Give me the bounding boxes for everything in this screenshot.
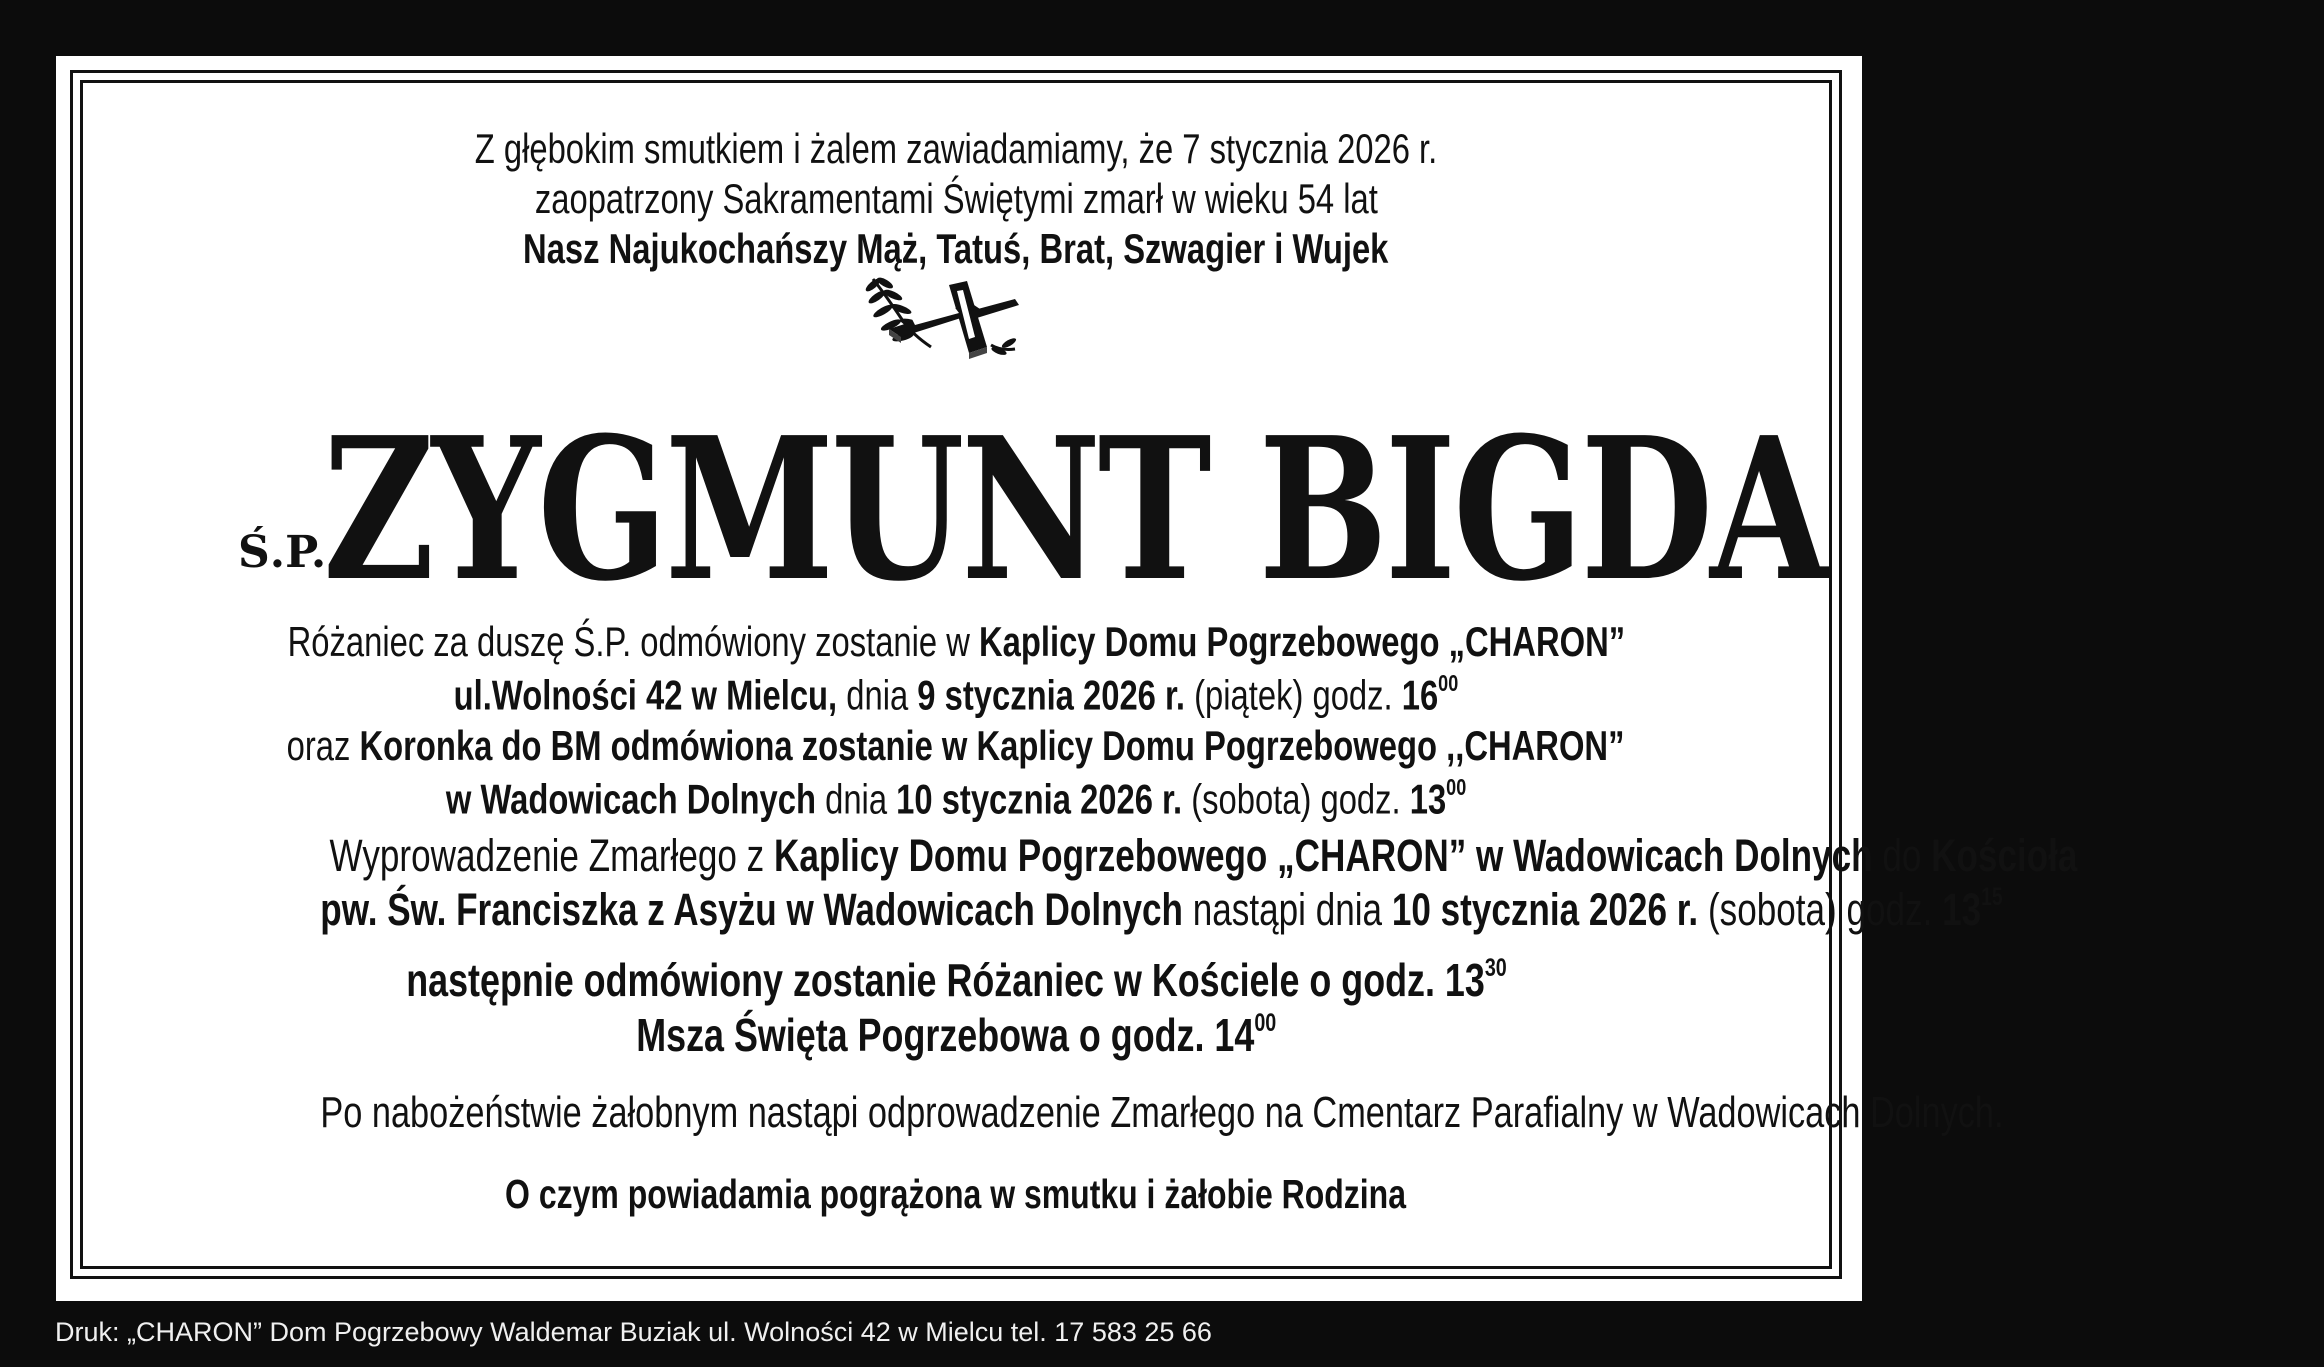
- notice-content: [83, 83, 2078, 1266]
- intro-line-2: zaopatrzony Sakramentami Świętymi zmarł w wieku 54 lat: [534, 175, 1378, 222]
- service-line-2: Msza Święta Pogrzebowa o godz. $14^{00}$: [635, 1008, 1277, 1061]
- cross-with-palm-branch-icon: [859, 273, 1031, 363]
- procession-line-1: Wyprowadzenie Zmarłego z Kaplicy Domu Pogrzebowego „CHARON” w Wadowicach Dolnych do Kościoła: [329, 830, 2078, 881]
- intro-line-1: Z głębokim smutkiem i żalem zawiadamiamy, że 7 stycznia 2026 r.: [474, 125, 1438, 172]
- deceased-name-row: [83, 395, 1829, 625]
- chaplet-line-2: w Wadowicach Dolnych dnia 10 stycznia 2026 r. (sobota) godz. $13^{00}$: [445, 774, 1467, 823]
- service-line-1: następnie odmówiony zostanie Różaniec w Kościele o godz. $13^{30}$: [405, 953, 1507, 1006]
- name-prefix: Ś.P.: [238, 527, 327, 578]
- rosary-line-2: ul.Wolności 42 w Mielcu, dnia 9 stycznia 2026 r. (piątek) godz. $16^{00}$: [453, 670, 1459, 719]
- intro-line-3: Nasz Najukochańszy Mąż, Tatuś, Brat, Szwagier i Wujek: [523, 225, 1389, 272]
- burial-line: Po nabożeństwie żałobnym nastąpi odprowadzenie Zmarłego na Cmentarz Parafialny w Wadowicach Dolnych.: [320, 1088, 2004, 1137]
- closing-line: O czym powiadamia pogrążona w smutku i żałobie Rodzina: [505, 1171, 1407, 1217]
- rosary-line-1: Różaniec za duszę Ś.P. odmówiony zostanie w Kaplicy Domu Pogrzebowego „CHARON”: [287, 618, 1625, 665]
- printer-footer: Druk: „CHARON” Dom Pogrzebowy Waldemar Buziak ul. Wolności 42 w Mielcu tel. 17 583 25 66: [55, 1317, 1212, 1347]
- deceased-name: ZYGMUNT BIGDA: [323, 395, 1826, 625]
- chaplet-line-1: oraz Koronka do BM odmówiona zostanie w Kaplicy Domu Pogrzebowego ,,CHARON”: [287, 722, 1625, 769]
- procession-line-2: pw. Św. Franciszka z Asyżu w Wadowicach Dolnych nastąpi dnia 10 stycznia 2026 r. (sobota) godz. $13^{15}$: [320, 884, 2003, 935]
